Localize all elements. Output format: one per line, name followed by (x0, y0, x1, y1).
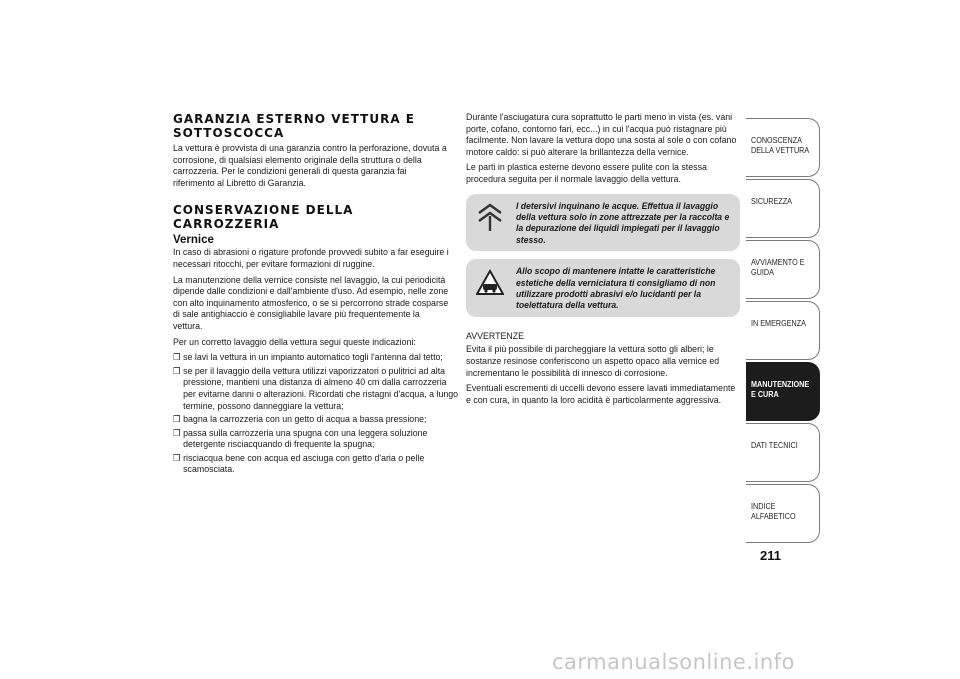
heading-conservazione: CONSERVAZIONE DELLA CARROZZERIA (173, 203, 354, 232)
tab-manutenzione[interactable]: MANUTENZIONE E CURA (746, 362, 820, 421)
heading-garanzia: GARANZIA ESTERNO VETTURA E SOTTOSCOCCA (173, 112, 415, 140)
tab-sicurezza[interactable]: SICUREZZA (746, 179, 820, 238)
warning-callout-text: Allo scopo di mantenere intatte le caratteristiche estetiche della verniciatura ti consigliamo di non utilizzare prodotti abrasivi e/o lucidanti per la toelettatura della vettura. (516, 265, 716, 311)
environment-chevron-icon (476, 202, 504, 232)
checkbox-bullet-icon: ❒ (173, 452, 181, 463)
warning-callout (466, 259, 740, 317)
list-item: ❒ risciacqua bene con acqua ed asciuga con getto d'aria o pelle scamosciata. (173, 452, 425, 476)
warnings-heading: AVVERTENZE (466, 330, 525, 342)
environment-callout-text: I detersivi inquinano le acque. Effettua il lavaggio della vettura solo in zone attrezzate per la raccolta e la depurazione dei liquidi impiegati per il lavaggio stesso. (516, 199, 730, 245)
tab-emergenza[interactable]: IN EMERGENZA (746, 301, 820, 360)
warning-triangle-icon (476, 267, 504, 297)
list-item: ❒ se per il lavaggio della vettura utilizzi vaporizzatori o pulitrici ad alta pressione, mantieni una distanza di almeno 40 cm dalla carrozzeria per evitarne danni o alterazioni. Ricordati che ristagni d'acqua, a lungo termine, possono danneggiare la vettura; (173, 365, 459, 412)
paragraph-garanzia: La vettura è provvista di una garanzia contro la perforazione, dovuta a corrosione, di qualsiasi elemento originale della struttura o della carrozzeria. Per le condizioni generali di questa garanzia fai riferimento al Libretto di Garanzia. (173, 143, 447, 189)
checkbox-bullet-icon: ❒ (173, 427, 181, 438)
paragraph-escrementi: Eventuali escrementi di uccelli devono essere lavati immediatamente e con cura, in quanto la loro acidità è particolarmente aggressiva. (466, 383, 736, 406)
paragraph-alberi: Evita il più possibile di parcheggiare la vettura sotto gli alberi; le sostanze resinose conferiscono un aspetto opaco alla vernice ed incrementano le possibilità di innesco di corrosione. (466, 344, 720, 379)
subheading-vernice: Vernice (173, 234, 214, 247)
tab-indice[interactable]: INDICE ALFABETICO (746, 484, 820, 543)
tab-avviamento[interactable]: AVVIAMENTO E GUIDA (746, 240, 820, 299)
checkbox-bullet-icon: ❒ (173, 414, 181, 425)
paragraph-abrasioni: In caso di abrasioni o rigature profonde provvedi subito a far eseguire i necessari ritocchi, per evitare formazioni di ruggine. (173, 247, 449, 270)
left-column (173, 112, 459, 478)
checkbox-bullet-icon: ❒ (173, 365, 181, 376)
list-item: ❒ bagna la carrozzeria con un getto di acqua a bassa pressione; (173, 414, 427, 426)
wash-instructions-list (173, 352, 459, 476)
tab-conoscenza[interactable]: CONOSCENZA DELLA VETTURA (746, 118, 820, 177)
tab-dati-tecnici[interactable]: DATI TECNICI (746, 423, 820, 482)
list-item: ❒ passa sulla carrozzeria una spugna con una leggera soluzione detergente risciacquando di frequente la spugna; (173, 427, 428, 451)
right-column (466, 112, 740, 410)
list-item: ❒ se lavi la vettura in un impianto automatico togli l'antenna dal tetto; (173, 352, 443, 364)
paragraph-manutenzione: La manutenzione della vernice consiste nel lavaggio, la cui periodicità dipende dalle condizioni e dall'ambiente d'uso. Ad esempio, nelle zone con alto inquinamento atmosferico, o se si percorrono strade cosparse di sale antighiaccio è consigliabile lavare più frequentemente la vettura. (173, 274, 449, 332)
environment-callout (466, 194, 740, 252)
page-number: 211 (760, 548, 781, 563)
paragraph-indicazioni: Per un corretto lavaggio della vettura segui queste indicazioni: (173, 336, 416, 348)
paragraph-asciugatura: Durante l'asciugatura cura soprattutto le parti meno in vista (es. vani porte, cofano, contorno fari, ecc...) in cui l'acqua può ristagnare più facilmente. Non lavare la vettura dopo una sosta al sole o con cofano motore caldo: si può alterare la brillantezza della vernice. (466, 112, 737, 158)
checkbox-bullet-icon: ❒ (173, 352, 181, 363)
paragraph-plastica: Le parti in plastica esterne devono essere pulite con la stessa procedura seguita per il normale lavaggio della vettura. (466, 162, 707, 185)
watermark: carmanualsonline.info (552, 650, 795, 674)
chapter-tabs (746, 118, 820, 545)
